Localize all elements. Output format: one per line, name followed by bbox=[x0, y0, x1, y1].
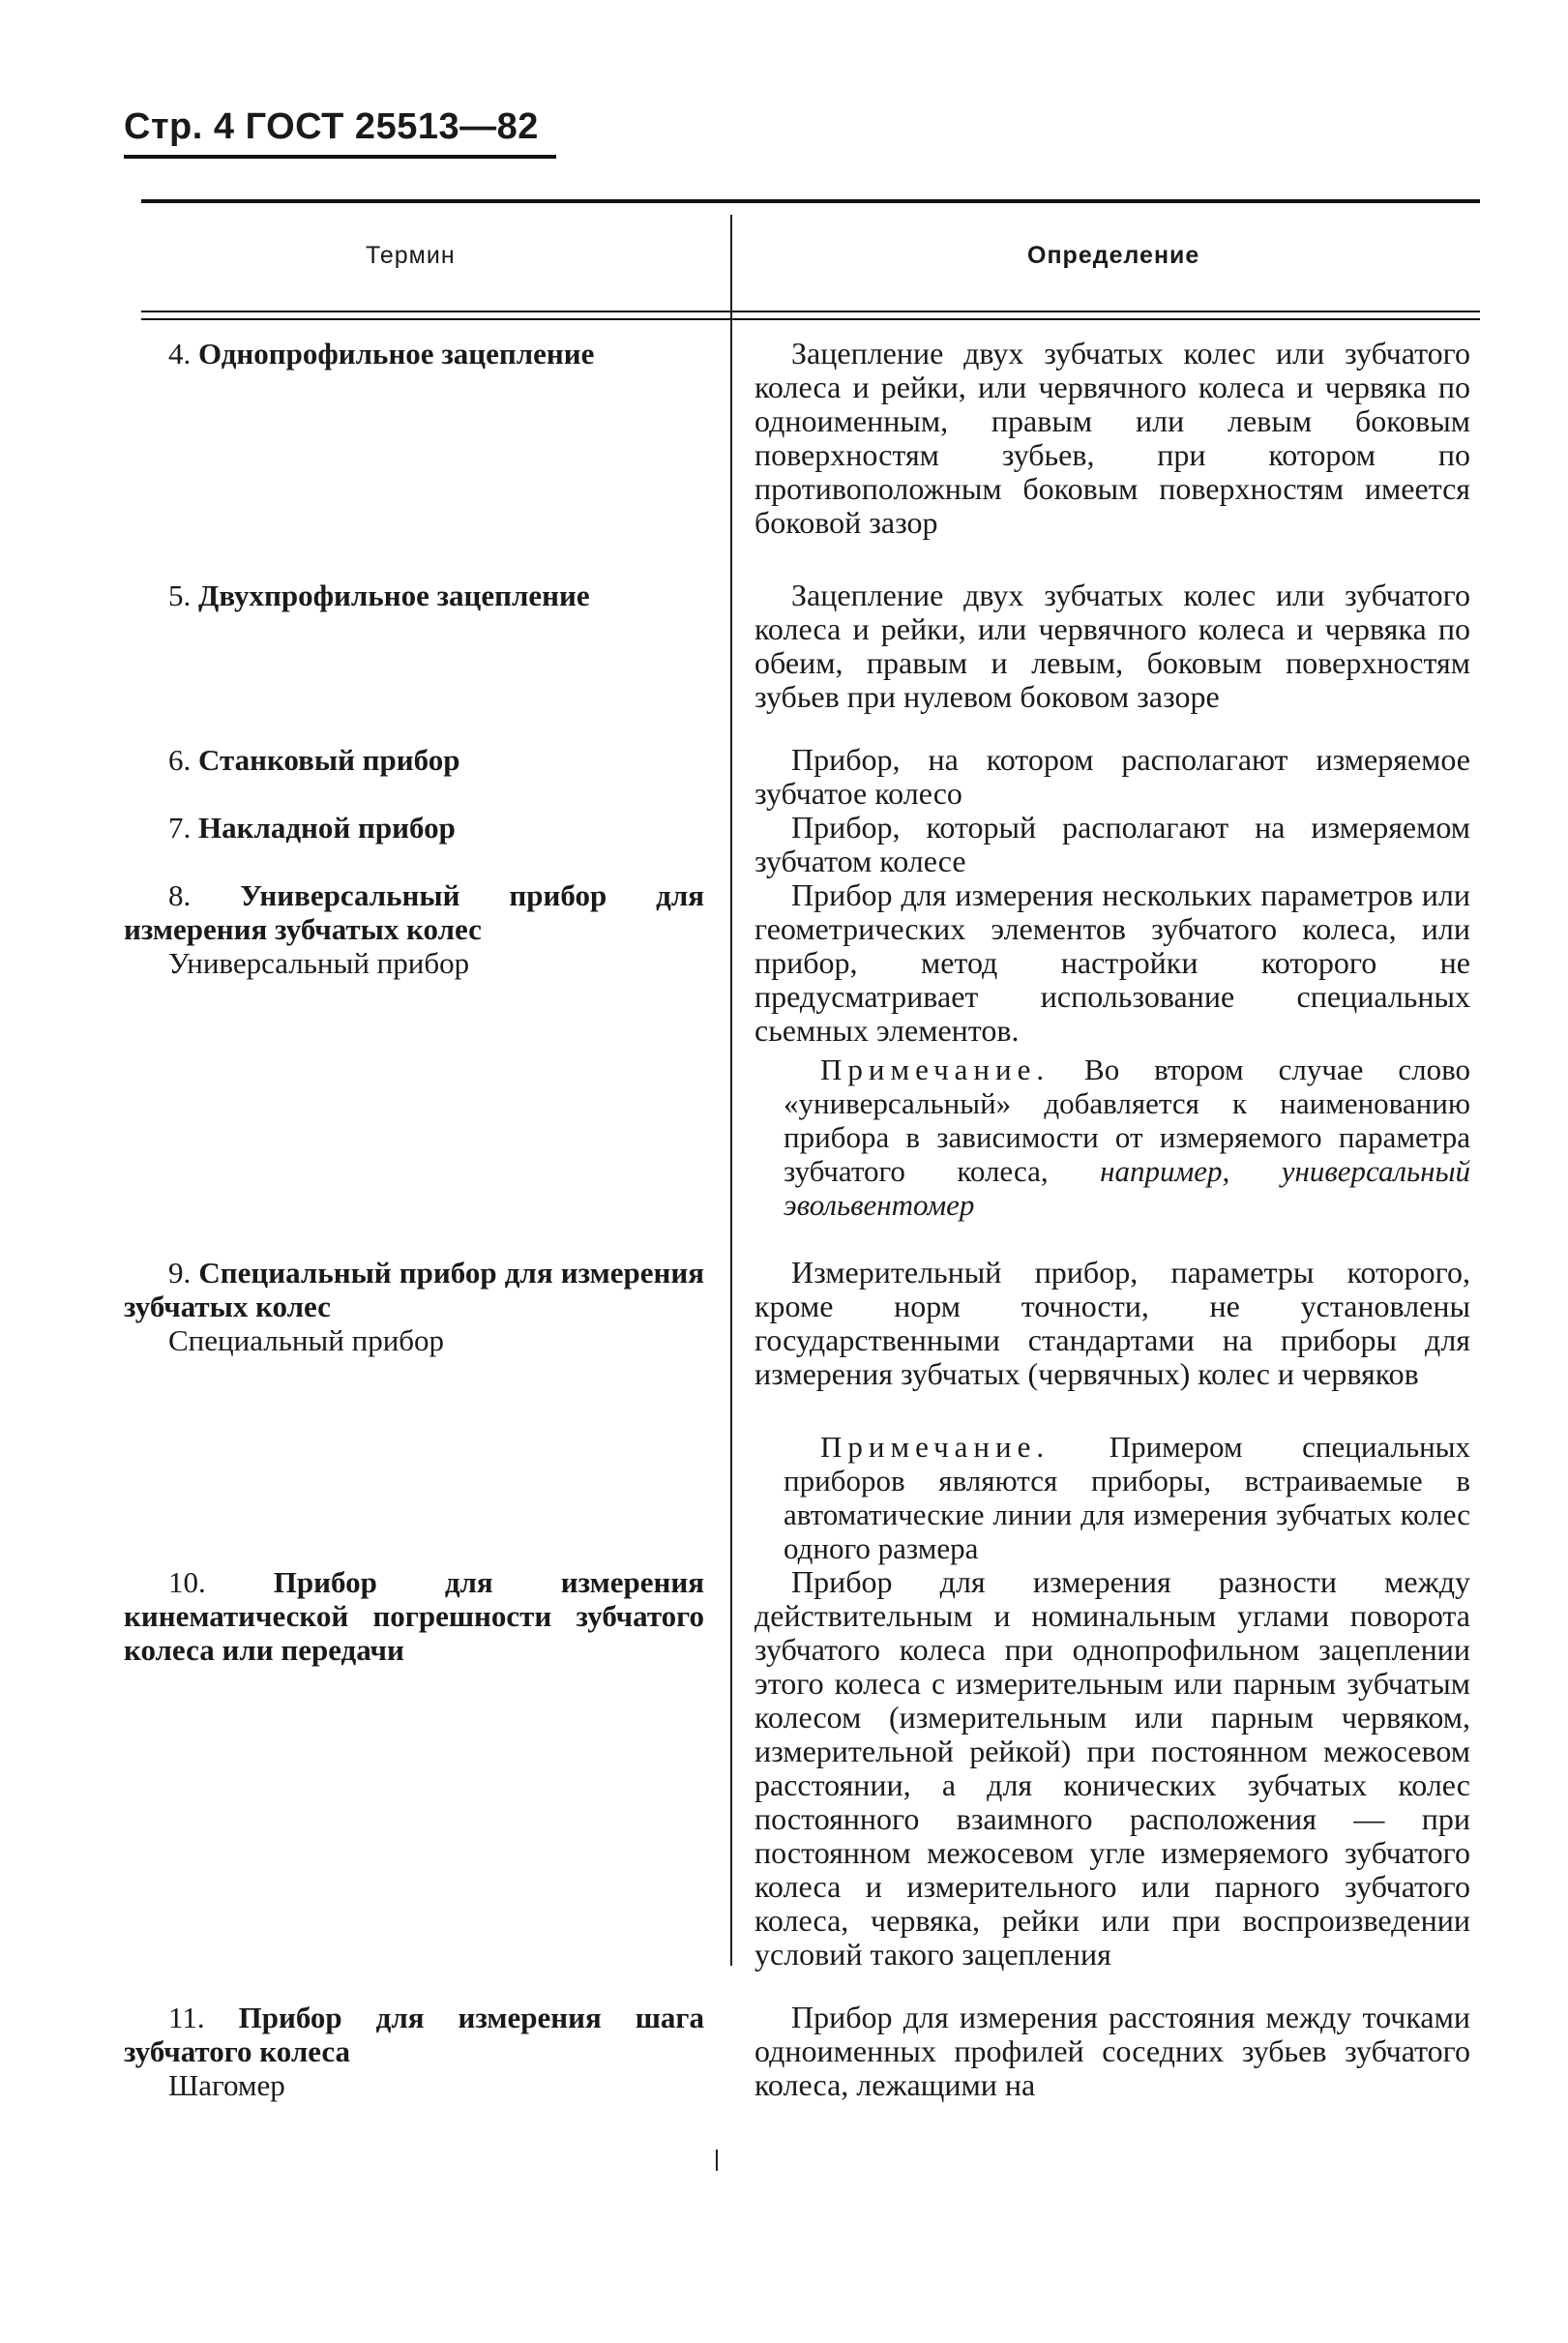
term-heading bbox=[124, 878, 704, 946]
column-header-term: Термин bbox=[366, 242, 456, 269]
term-cell bbox=[124, 2001, 704, 2102]
table-head-rule bbox=[141, 318, 1480, 320]
column-divider bbox=[716, 2150, 718, 2171]
definition-cell: Измерительный прибор, параметры которого, кроме норм точности, не установлены государственными стандартами на приборы для измерения зубчатых (червячных) колес и червяков bbox=[754, 1255, 1470, 1391]
page-header: Стр. 4 ГОСТ 25513—82 bbox=[124, 106, 539, 147]
term-number: 11. bbox=[168, 2001, 205, 2034]
definition-cell: Зацепление двух зубчатых колес или зубчатого колеса и рейки, или червячного колеса и червяка по обеим, правым и левым, боковым поверхностям зубьев при нулевом боковом зазоре bbox=[754, 578, 1470, 714]
term-cell bbox=[124, 337, 704, 371]
definition-cell: Прибор для измерения разности между действительным и номинальным углами поворота зубчатого колеса при однопрофильном зацеплении этого колеса с измерительным или парным зубчатым колесом (измерительным или парным червяком, измерительной рейкой) при постоянном межосевом расстоянии, а для конических зубчатых колес постоянного взаимного расположения — при постоянном межосевом угле измеряемого зубчатого колеса и измерительного или парного зубчатого колеса, червяка, рейки или при воспроизведении условий такого зацепления bbox=[754, 1564, 1470, 1972]
definition-cell: Прибор для измерения расстояния между точками одноименных профилей соседних зубьев зубчатого колеса, лежащими на bbox=[754, 2000, 1470, 2102]
term-cell bbox=[124, 811, 704, 845]
term-heading bbox=[124, 2001, 704, 2068]
term-heading bbox=[124, 1256, 704, 1323]
term-cell bbox=[124, 578, 704, 612]
table-head-rule bbox=[141, 311, 1480, 312]
term-synonym: Универсальный прибор bbox=[168, 946, 470, 980]
term-name: Универсальный прибор для измерения зубчатых колес bbox=[124, 878, 704, 946]
definition-note bbox=[784, 1053, 1470, 1222]
definition-cell: Прибор, который располагают на измеряемом зубчатом колесе bbox=[754, 810, 1470, 878]
term-synonym: Шагомер bbox=[168, 2068, 285, 2102]
term-name: Накладной прибор bbox=[198, 811, 456, 845]
term-number: 4. bbox=[168, 337, 192, 371]
term-name: Станковый прибор bbox=[198, 743, 460, 777]
header-rule bbox=[124, 155, 556, 159]
note-text: Во втором случае слово «универсальный» добавляется к наименованию прибора в зависимости от измеряемого параметра зубчатого колеса, bbox=[784, 1053, 1471, 1188]
column-divider bbox=[730, 215, 732, 1966]
term-number: 9. bbox=[168, 1256, 192, 1290]
term-name: Прибор для измерения шага зубчатого колеса bbox=[124, 2001, 704, 2068]
table-top-rule bbox=[141, 199, 1480, 203]
definition-note bbox=[784, 1430, 1470, 1565]
term-number: 7. bbox=[168, 811, 192, 845]
term-cell bbox=[124, 878, 704, 980]
note-text: Примером специальных приборов являются приборы, встраиваемые в автоматические линии для измерения зубчатых колес одного размера bbox=[784, 1430, 1470, 1565]
term-number: 10. bbox=[168, 1565, 206, 1599]
term-name: Однопрофильное зацепление bbox=[198, 337, 595, 371]
definition-cell: Прибор для измерения нескольких параметров или геометрических элементов зубчатого колеса, или прибор, метод настройки которого не предусматривает использование специальных сьемных элементов. bbox=[754, 877, 1470, 1048]
term-cell bbox=[124, 743, 704, 777]
term-cell bbox=[124, 1565, 704, 1667]
column-header-definition: Определение bbox=[1027, 242, 1200, 269]
term-name: Специальный прибор для измерения зубчатых колес bbox=[124, 1256, 705, 1323]
note-example: например, универсальный эвольвентомер bbox=[784, 1154, 1471, 1222]
term-cell bbox=[124, 1256, 704, 1357]
term-name: Прибор для измерения кинематической погрешности зубчатого колеса или передачи bbox=[124, 1565, 704, 1667]
term-number: 8. bbox=[168, 878, 192, 912]
definition-cell: Прибор, на котором располагают измеряемое зубчатое колесо bbox=[754, 742, 1470, 811]
definition-cell: Зацепление двух зубчатых колес или зубчатого колеса и рейки, или червячного колеса и червяка по одноименным, правым или левым боковым поверхностям зубьев, при котором по противоположным боковым поверхностям имеется боковой зазор bbox=[754, 336, 1470, 540]
term-synonym: Специальный прибор bbox=[168, 1323, 445, 1357]
note-label: Примечание. bbox=[820, 1053, 1050, 1086]
term-number: 5. bbox=[168, 578, 192, 612]
note-label: Примечание. bbox=[820, 1430, 1050, 1464]
term-number: 6. bbox=[168, 743, 192, 777]
term-name: Двухпрофильное зацепление bbox=[198, 578, 590, 612]
